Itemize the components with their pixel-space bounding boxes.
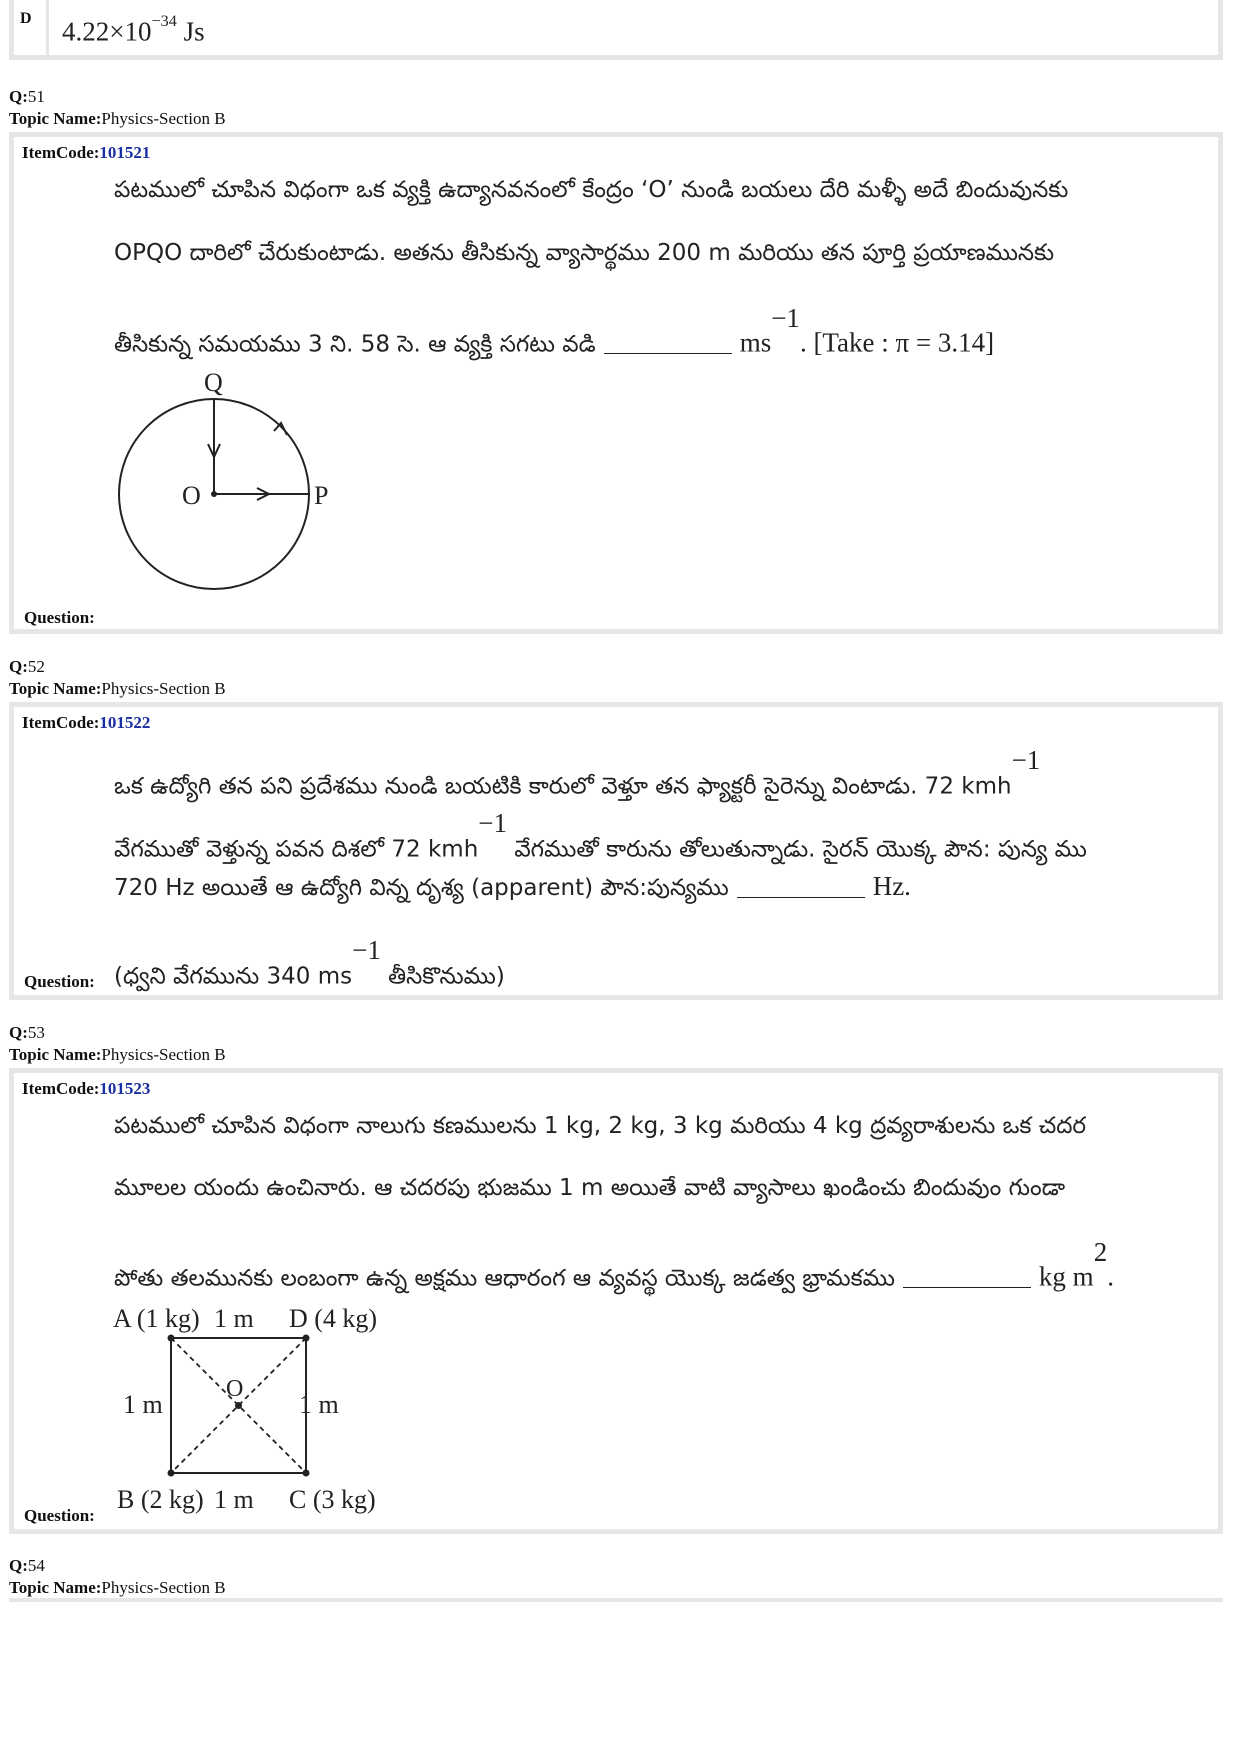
q53-line-2: మూలల యందు ఉంచినారు. ఆ చదరపు భుజము 1 m అయితే వాటి వ్యాసాలు ఖండించు బిందువుం గుండా bbox=[114, 1175, 1066, 1201]
center-dot bbox=[211, 491, 217, 497]
topic-name: Physics-Section B bbox=[101, 679, 226, 698]
label-c: C (3 kg) bbox=[289, 1485, 376, 1514]
q53-line-1: పటములో చూపిన విధంగా నాలుగు కణములను 1 kg, 2 kg, 3 kg మరియు 4 kg ద్రవ్యరాశులను ఒక చదర bbox=[114, 1113, 1087, 1139]
q52-header bbox=[9, 656, 226, 700]
answer-blank bbox=[903, 1269, 1031, 1288]
label-o: O bbox=[182, 481, 201, 510]
q-number: 53 bbox=[27, 1023, 45, 1042]
unit-exp: 2 bbox=[1093, 1237, 1108, 1267]
q52-line-2b: వేగముతో కారును తోలుతున్నాడు. సైరన్ యొక్క పౌన: పున్య ము bbox=[507, 836, 1087, 863]
q-number: 54 bbox=[27, 1556, 45, 1575]
topic-prefix: Topic Name: bbox=[9, 679, 102, 698]
q52-box bbox=[9, 702, 1223, 1000]
value-times: × bbox=[109, 16, 125, 47]
q51-line-1: పటములో చూపిన విధంగా ఒక వ్యక్తి ఉద్యానవనంలో కేంద్రం ‘O’ నుండి బయలు దేరి మళ్ళీ అదే బిందువునకు bbox=[114, 177, 1069, 203]
q-prefix: Q: bbox=[9, 657, 28, 676]
question-label: Question: bbox=[24, 1506, 95, 1525]
answer-blank bbox=[604, 335, 732, 354]
option-divider bbox=[46, 0, 49, 60]
itemcode-value: 101521 bbox=[99, 143, 151, 162]
period: . bbox=[1107, 1261, 1114, 1292]
square-figure bbox=[109, 1293, 429, 1523]
option-d-value bbox=[62, 12, 205, 48]
label-right-side: 1 m bbox=[299, 1390, 339, 1419]
value-ten: 10 bbox=[124, 16, 152, 47]
label-q: Q bbox=[204, 368, 223, 397]
itemcode-value: 101523 bbox=[99, 1079, 151, 1098]
q52-line-3-text: 720 Hz అయితే ఆ ఉద్యోగి విన్న దృశ్య (apparent) పౌన:పున్యము bbox=[114, 875, 729, 901]
q51-line-3-text: తీసికున్న సమయము 3 ని. 58 సె. ఆ వ్యక్తి సగటు వడి bbox=[114, 331, 596, 358]
q54-box-top-border bbox=[9, 1598, 1223, 1602]
topic-prefix: Topic Name: bbox=[9, 1578, 102, 1597]
q51-box bbox=[9, 132, 1223, 634]
exp: −1 bbox=[352, 935, 381, 965]
q51-line-2: OPQO దారిలో చేరుకుంటాడు. అతను తీసికున్న వ్యాసార్థము 200 m మరియు తన పూర్తి ప్రయాణమునకు bbox=[114, 240, 1055, 266]
question-label: Question: bbox=[24, 972, 95, 991]
take-pi: . [Take : π = 3.14] bbox=[799, 327, 995, 358]
label-d: D (4 kg) bbox=[289, 1304, 378, 1333]
q52-line-2a: వేగముతో వెళ్తున్న పవన దిశలో 72 kmh bbox=[114, 836, 479, 863]
option-d-box bbox=[9, 0, 1223, 60]
topic-prefix: Topic Name: bbox=[9, 109, 102, 128]
label-top-side: 1 m bbox=[214, 1304, 254, 1333]
option-d-label: D bbox=[20, 10, 32, 27]
q-number: 52 bbox=[27, 657, 45, 676]
q53-box bbox=[9, 1068, 1223, 1534]
q52-line-4 bbox=[114, 935, 505, 995]
itemcode-prefix: ItemCode: bbox=[22, 143, 100, 162]
itemcode-value: 101522 bbox=[99, 713, 151, 732]
label-left-side: 1 m bbox=[123, 1390, 163, 1419]
arc-arrowhead bbox=[274, 423, 287, 435]
corner-c-dot bbox=[303, 1470, 310, 1477]
itemcode bbox=[22, 713, 150, 733]
q53-line-3 bbox=[114, 1237, 1114, 1297]
topic-name: Physics-Section B bbox=[101, 109, 226, 128]
q-prefix: Q: bbox=[9, 1023, 28, 1042]
unit: ms bbox=[739, 327, 772, 358]
unit-exp: −1 bbox=[771, 303, 800, 333]
q51-header bbox=[9, 86, 226, 130]
q-number: 51 bbox=[27, 87, 45, 106]
q-prefix: Q: bbox=[9, 87, 28, 106]
value-exp: −34 bbox=[151, 12, 177, 30]
label-b: B (2 kg) bbox=[117, 1485, 204, 1514]
label-o: O bbox=[226, 1376, 244, 1402]
value-base: 4.22 bbox=[62, 16, 110, 47]
q52-line-3 bbox=[114, 871, 911, 907]
q53-header bbox=[9, 1022, 226, 1066]
answer-blank bbox=[737, 879, 865, 898]
topic-name: Physics-Section B bbox=[101, 1578, 226, 1597]
unit: kg m bbox=[1038, 1261, 1094, 1292]
itemcode bbox=[22, 143, 150, 163]
center-dot bbox=[235, 1402, 242, 1409]
itemcode-prefix: ItemCode: bbox=[22, 713, 100, 732]
exp: −1 bbox=[1011, 745, 1041, 775]
unit: Hz. bbox=[872, 871, 911, 901]
q52-line-1 bbox=[114, 745, 1040, 805]
q52-line-1-text: ఒక ఉద్యోగి తన పని ప్రదేశము నుండి బయటికి కారులో వెళ్తూ తన ఫ్యాక్టరీ సైరెన్ను వింటాడు. 72 kmh bbox=[114, 773, 1012, 800]
question-label: Question: bbox=[24, 608, 95, 627]
itemcode bbox=[22, 1079, 150, 1099]
circle-figure bbox=[109, 359, 369, 619]
label-p: P bbox=[314, 481, 329, 510]
corner-b-dot bbox=[168, 1470, 175, 1477]
exp: −1 bbox=[478, 808, 508, 838]
q54-header bbox=[9, 1555, 226, 1599]
q52-line-4b: తీసికొనుము) bbox=[380, 963, 505, 990]
q52-line-2 bbox=[114, 808, 1087, 868]
label-a: A (1 kg) bbox=[113, 1304, 200, 1333]
value-unit: Js bbox=[183, 16, 205, 47]
q52-line-4a: (ధ్వని వేగమును 340 ms bbox=[114, 963, 353, 990]
q51-line-3 bbox=[114, 303, 994, 363]
itemcode-prefix: ItemCode: bbox=[22, 1079, 100, 1098]
label-bottom-side: 1 m bbox=[214, 1485, 254, 1514]
q53-line-3-text: పోతు తలమునకు లంబంగా ఉన్న అక్షము ఆధారంగ ఆ వ్యవస్థ యొక్క జడత్వ భ్రామకము bbox=[114, 1265, 895, 1292]
q-prefix: Q: bbox=[9, 1556, 28, 1575]
corner-a-dot bbox=[168, 1335, 175, 1342]
corner-d-dot bbox=[303, 1335, 310, 1342]
topic-name: Physics-Section B bbox=[101, 1045, 226, 1064]
topic-prefix: Topic Name: bbox=[9, 1045, 102, 1064]
